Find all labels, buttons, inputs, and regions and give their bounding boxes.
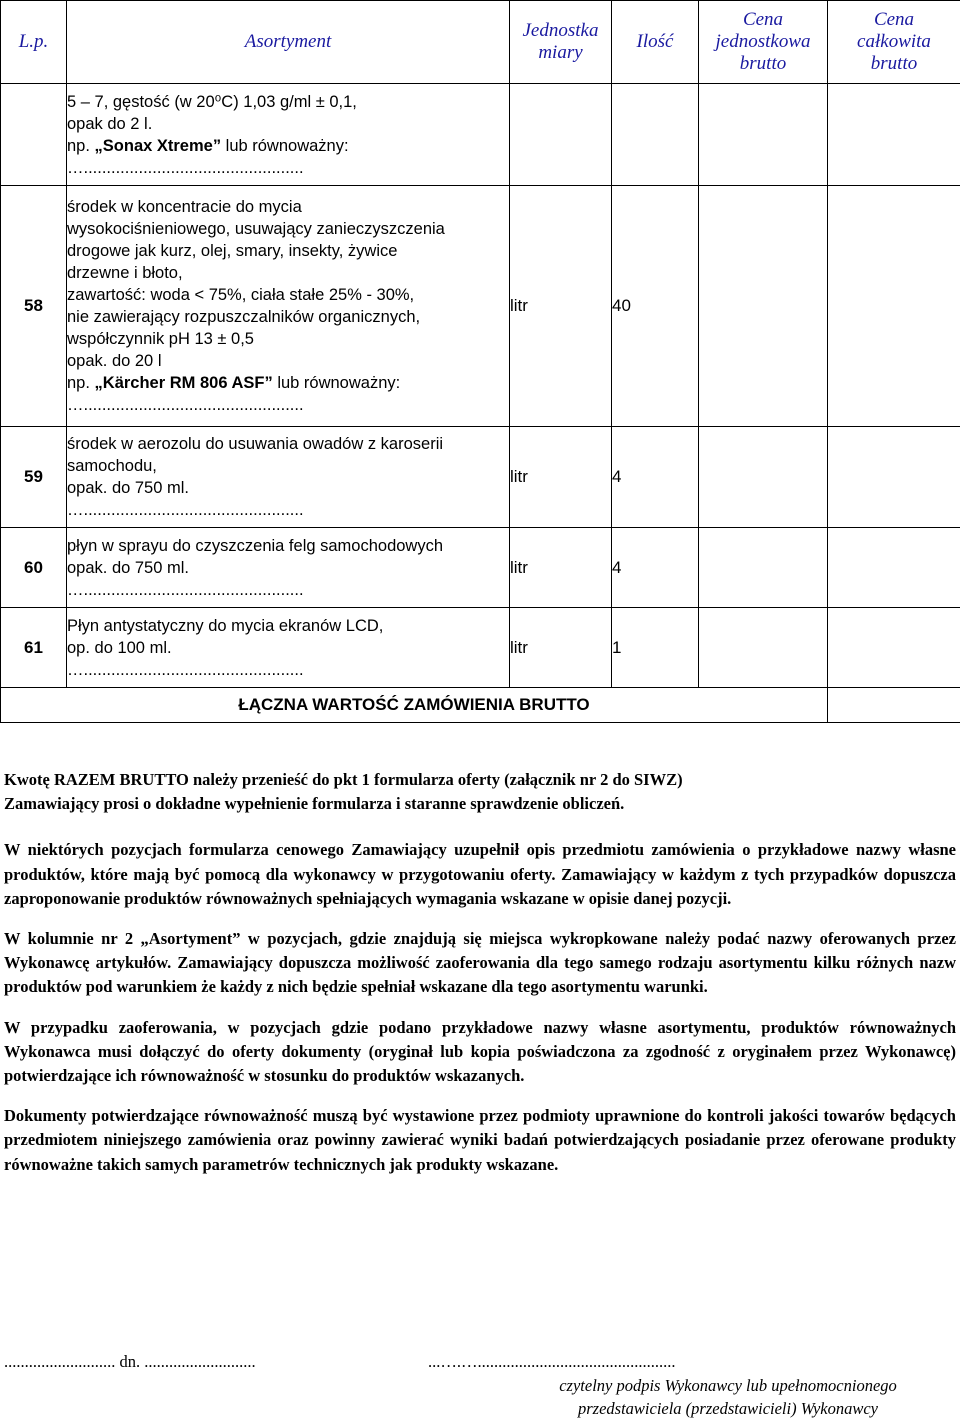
- description-line: samochodu,: [67, 457, 157, 475]
- note-paragraph: W przypadku zaoferowania, w pozycjach gdzie podano przykładowe nazwy własne asortymentu, produktów równoważnych Wykonawca musi dołączyć do oferty dokumenty (oryginał lub kopia poświadczona za zgodność z oryginałem przez Wykonawcę) potwierdzające ich równoważność w stosunku do produktów wskazanych.: [4, 1017, 956, 1086]
- total-label: ŁĄCZNA WARTOŚĆ ZAMÓWIENIA BRUTTO: [1, 688, 828, 723]
- table-header-row: [1, 1, 960, 84]
- example-prefix: np.: [67, 374, 95, 392]
- product-name-blank[interactable]: …................................................: [67, 501, 304, 519]
- example-prefix: np.: [67, 136, 95, 155]
- note-paragraph: W niektórych pozycjach formularza cenowego Zamawiający uzupełnił opis przedmiotu zamówienia o przykładowe nazwy własne produktów, które mają być pomocą dla wykonawcy w przygotowaniu oferty. Zamawiający w każdym z tych przypadków dopuszcza zaproponowanie produktów równoważnych spełniających wymagania wskazane w opisie danej pozycji.: [4, 840, 956, 908]
- description-cell: [67, 528, 510, 608]
- description-line: Płyn antystatyczny do mycia ekranów LCD,: [67, 616, 384, 635]
- signature-caption-line: przedstawiciela (przedstawicieli) Wykonawcy: [577, 1399, 878, 1418]
- product-name-blank[interactable]: …................................................: [67, 660, 304, 679]
- example-line: [67, 135, 509, 157]
- description-line: współczynnik pH 13 ± 0,5: [67, 330, 254, 348]
- unit-cell: litr: [510, 528, 612, 608]
- unit-cell: litr: [510, 186, 612, 427]
- total-price-input-cell[interactable]: [828, 608, 960, 688]
- description-line: nie zawierający rozpuszczalników organicznych,: [67, 308, 421, 326]
- example-suffix: lub równoważny:: [272, 374, 401, 392]
- total-price-input-cell[interactable]: [828, 186, 960, 427]
- signature-caption-line: czytelny podpis Wykonawcy lub upełnomocnionego: [559, 1376, 897, 1395]
- lp-cell-empty: [1, 84, 67, 186]
- description-line: płyn w sprayu do czyszczenia felg samochodowych: [67, 536, 444, 555]
- unit-price-input-cell[interactable]: [699, 608, 828, 688]
- lp-cell: 60: [1, 528, 67, 608]
- qty-cell: [612, 84, 699, 186]
- description-line: drzewne i błoto,: [67, 264, 183, 282]
- example-product-name: „Kärcher RM 806 ASF”: [94, 374, 273, 392]
- unit-cell: litr: [510, 608, 612, 688]
- unit-price-input-cell[interactable]: [699, 84, 828, 186]
- lp-cell: 59: [1, 427, 67, 528]
- table-row-continuation: [1, 84, 960, 186]
- description-line: op. do 100 ml.: [67, 638, 172, 657]
- notes-section: [4, 768, 956, 1193]
- total-price-input-cell[interactable]: [828, 528, 960, 608]
- header-ilosc: Ilość: [612, 1, 699, 84]
- unit-cell: [510, 84, 612, 186]
- signature-caption: [500, 1374, 956, 1420]
- description-cell: [67, 84, 510, 186]
- example-line: [67, 372, 509, 394]
- note-paragraph: [4, 768, 956, 816]
- header-asortyment: Asortyment: [67, 1, 510, 84]
- header-cena-calkowita: Cena całkowita brutto: [828, 1, 960, 84]
- unit-price-input-cell[interactable]: [699, 186, 828, 427]
- unit-price-input-cell[interactable]: [699, 528, 828, 608]
- description-line: środek w aerozolu do usuwania owadów z karoserii: [67, 435, 444, 453]
- table-row: [1, 608, 960, 688]
- signature-field[interactable]: ...….…................................................: [428, 1352, 676, 1371]
- product-name-blank[interactable]: …................................................: [67, 396, 304, 414]
- qty-cell: 4: [612, 528, 699, 608]
- description-line: zawartość: woda < 75%, ciała stałe 25% - 30%,: [67, 286, 415, 304]
- example-product-name: „Sonax Xtreme”: [94, 136, 222, 155]
- qty-cell: 4: [612, 427, 699, 528]
- place-date-field[interactable]: ........................... dn. ...........................: [4, 1352, 256, 1371]
- note-line: Zamawiający prosi o dokładne wypełnienie formularza i staranne sprawdzenie obliczeń.: [4, 794, 625, 814]
- description-line: opak. do 750 ml.: [67, 479, 189, 497]
- grand-total-input-cell[interactable]: [828, 688, 960, 723]
- description-cell: [67, 427, 510, 528]
- table-row: [1, 528, 960, 608]
- description-line: drogowe jak kurz, olej, smary, insekty, żywice: [67, 242, 398, 260]
- note-paragraph: W kolumnie nr 2 „Asortyment” w pozycjach, gdzie znajdują się miejsca wykropkowane należy podać nazwy oferowanych przez Wykonawcę artykułów. Zamawiający dopuszcza możliwość zaoferowania dla tego samego rodzaju asortymentu kilku różnych nazw produktów pod warunkiem że każdy z nich będzie spełniał wskazane dla tego asortymentu warunki.: [4, 929, 956, 997]
- total-price-input-cell[interactable]: [828, 84, 960, 186]
- table-row: [1, 186, 960, 427]
- description-cell: [67, 608, 510, 688]
- total-row: [1, 688, 960, 723]
- unit-price-input-cell[interactable]: [699, 427, 828, 528]
- header-lp: L.p.: [1, 1, 67, 84]
- description-line: opak. do 750 ml.: [67, 558, 189, 577]
- product-name-blank[interactable]: …................................................: [67, 158, 304, 177]
- total-price-input-cell[interactable]: [828, 427, 960, 528]
- header-cena-jednostkowa: Cena jednostkowa brutto: [699, 1, 828, 84]
- lp-cell: 61: [1, 608, 67, 688]
- unit-cell: litr: [510, 427, 612, 528]
- qty-cell: 40: [612, 186, 699, 427]
- table-row: [1, 427, 960, 528]
- description-cell: [67, 186, 510, 427]
- header-jednostka: Jednostka miary: [510, 1, 612, 84]
- description-line: środek w koncentracie do mycia: [67, 198, 302, 216]
- signature-block: [0, 1352, 960, 1421]
- note-line: Kwotę RAZEM BRUTTO należy przenieść do pkt 1 formularza oferty (załącznik nr 2 do SIWZ): [4, 770, 683, 789]
- description-line: opak do 2 l.: [67, 114, 153, 133]
- description-line: opak. do 20 l: [67, 352, 162, 370]
- description-line: 5 – 7, gęstość (w 20⁰C) 1,03 g/ml ± 0,1,: [67, 92, 357, 111]
- note-paragraph: Dokumenty potwierdzające równoważność muszą być wystawione przez podmioty uprawnione do kontroli jakości towarów będących przedmiotem niniejszego zamówienia oraz powinny zawierać wyniki badań potwierdzających posiadanie przez oferowane produkty równoważne takich samych parametrów technicznych jak produkty wskazane.: [4, 1106, 956, 1174]
- qty-cell: 1: [612, 608, 699, 688]
- lp-cell: 58: [1, 186, 67, 427]
- description-line: wysokociśnieniowego, usuwający zanieczyszczenia: [67, 220, 445, 238]
- example-suffix: lub równoważny:: [221, 136, 349, 155]
- product-name-blank[interactable]: …................................................: [67, 580, 304, 599]
